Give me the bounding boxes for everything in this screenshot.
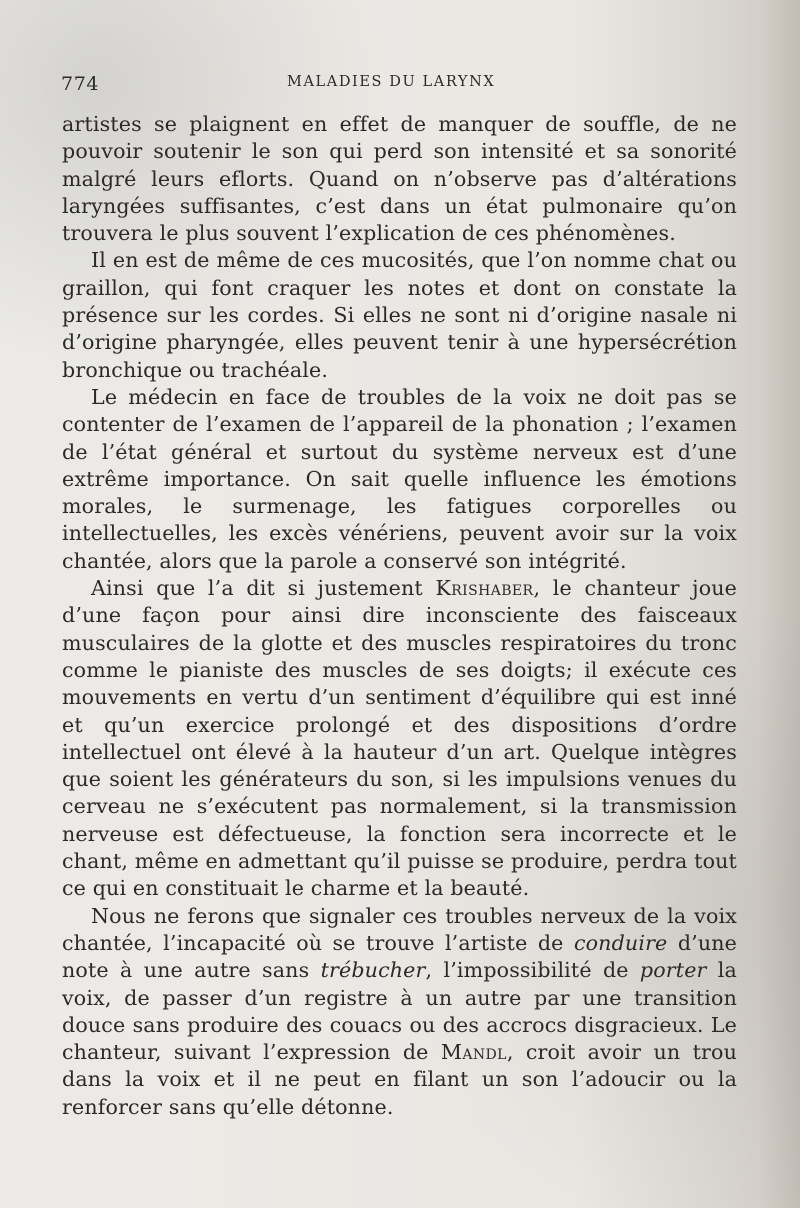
paragraph-5-text-part-2: d’une note à une autre sans: [62, 930, 738, 983]
running-title: MALADIES DU LARYNX: [287, 74, 496, 90]
main-text-block: [62, 111, 737, 1121]
paragraph-5-text-part-1: Nous ne ferons que signaler ces troubles nerveux de la voix chantée, l’incapacité où se trouve l’artiste de: [62, 903, 737, 955]
paragraph-4-text-start: Ainsi que l’a dit si justement: [91, 576, 436, 601]
paragraph-5: [62, 903, 737, 1121]
paragraph-4: [62, 575, 737, 903]
paragraph-1: artistes se plaignent en effet de manquer de souffle, de ne pouvoir soutenir le son qui perd son intensité et sa sonorité malgré leurs eflorts. Quand on n’observe pas d’altérations laryngées suffisantes, c’est dans un état pulmonaire qu’on trouvera le plus souvent l’explication de ces phénomènes.: [62, 112, 737, 246]
paragraph-3: Le médecin en face de troubles de la voix ne doit pas se contenter de l’examen de l’appareil de la phonation ; l’examen de l’état général et surtout du système nerveux est d’une extrême importance. On sait quelle influence les émotions morales, le surmenage, les fatigues corporelles ou intellectuelles, les excès vénériens, peuvent avoir sur la voix chantée, alors que la parole a conservé son intégrité.: [62, 384, 737, 573]
paragraph-2: Il en est de même de ces mucosités, que l’on nomme chat ou graillon, qui font craquer les notes et dont on constate la présence sur les cordes. Si elles ne sont ni d’origine nasale ni d’origine pharyngée, elles peuvent tenir à une hypersécrétion bronchique ou trachéale.: [62, 248, 737, 382]
paragraph-5-text-part-5: , croit avoir un trou dans la voix et il ne peut en filant un son l’adoucir ou la renforcer sans qu’elle détonne.: [62, 1040, 737, 1119]
italic-trebucher: trébucher: [320, 958, 426, 983]
italic-porter: porter: [639, 958, 707, 983]
author-name-mandl: Mandl: [440, 1040, 507, 1065]
page-number: 774: [61, 73, 100, 95]
paragraph-5-text-part-4: la voix, de passer d’un registre à un autre par une transition douce sans produire des couacs ou des accrocs disgracieux. Le chanteur, suivant l’expression de: [62, 958, 737, 1065]
italic-conduire: conduire: [573, 930, 668, 955]
page-header: [61, 73, 781, 97]
paragraph-5-text-part-3: , l’impossibilité de: [425, 958, 640, 983]
paragraph-4-text-end: , le chanteur joue d’une façon pour ainsi dire inconsciente des faisceaux musculaires de la glotte et des muscles respiratoires du tronc comme le pianiste des muscles de ses doigts; il exécute ces mouvements en vertu d’un sentiment d’équilibre qui est inné et qu’un exercice prolongé et des dispositions d’ordre intellectuel ont élevé à la hauteur d’un art. Quelque intègres que soient les générateurs du son, si les impulsions venues du cerveau ne s’exécutent pas normalement, si la transmission nerveuse est défectueuse, la fonction sera incorrecte et le chant, même en admettant qu’il puisse se produire, perdra tout ce qui en constituait le charme et la beauté.: [62, 576, 737, 901]
author-name-krishaber: Krishaber: [435, 576, 534, 601]
